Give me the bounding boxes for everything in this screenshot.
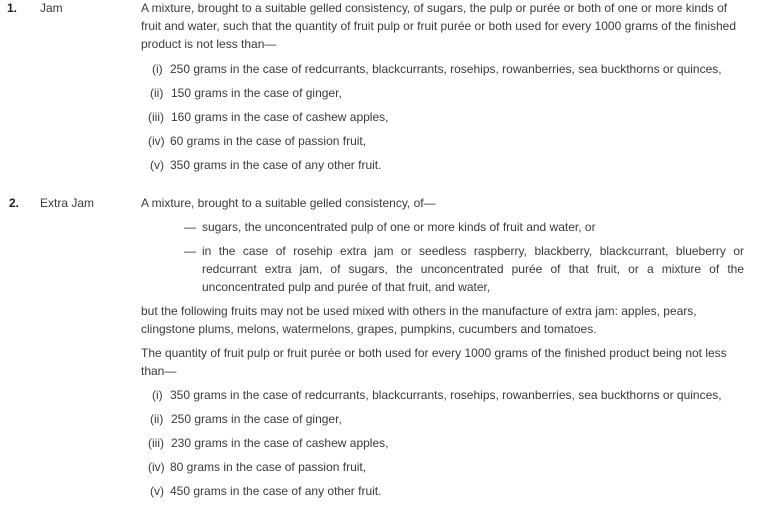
paragraph-line: than— xyxy=(141,364,177,378)
entry-term: Extra Jam xyxy=(40,196,95,210)
item-marker: (iv) xyxy=(148,134,165,148)
item-text: 350 grams in the case of any other fruit. xyxy=(170,158,382,172)
dash-item-text: in the case of rosehip extra jam or seedless raspberry, blackberry, blackcurrant, blueberry or redcurrant extra jam, of sugars, the unconcentrated purée of that fruit, or a mixture of the unconcentrated pulp and purée of that fruit, and water, xyxy=(202,244,744,294)
paragraph-line: clingstone plums, melons, watermelons, grapes, pumpkins, cucumbers and tomatoes. xyxy=(141,322,597,336)
definition-line: A mixture, brought to a suitable gelled consistency, of— xyxy=(141,196,436,210)
entry-number: 2. xyxy=(9,196,20,210)
item-text: 350 grams in the case of redcurrants, blackcurrants, rosehips, rowanberries, sea buckthorns or quinces, xyxy=(170,388,722,402)
definition-line: fruit and water, such that the quantity of fruit pulp or fruit purée or both used for every 1000 grams of the finished xyxy=(141,19,737,33)
item-text: 450 grams in the case of any other fruit. xyxy=(170,484,382,498)
item-marker: (i) xyxy=(152,388,163,402)
dash-marker: — xyxy=(184,220,196,234)
item-marker: (v) xyxy=(150,484,164,498)
item-marker: (ii) xyxy=(150,86,164,100)
item-marker: (ii) xyxy=(150,412,164,426)
item-marker: (v) xyxy=(150,158,164,172)
entry-term: Jam xyxy=(40,1,63,15)
definition-line: A mixture, brought to a suitable gelled consistency, of sugars, the pulp or purée or both of one or more kinds of xyxy=(141,1,728,15)
item-text: 150 grams in the case of ginger, xyxy=(171,86,342,100)
item-text: 250 grams in the case of ginger, xyxy=(171,412,342,426)
item-marker: (iii) xyxy=(148,110,164,124)
dash-marker: — xyxy=(184,244,196,258)
dash-item-text: sugars, the unconcentrated pulp of one or more kinds of fruit and water, or xyxy=(202,220,596,234)
item-marker: (iv) xyxy=(148,460,165,474)
entry-number: 1. xyxy=(7,1,18,15)
item-marker: (iii) xyxy=(148,436,164,450)
item-text: 60 grams in the case of passion fruit, xyxy=(170,134,367,148)
item-text: 160 grams in the case of cashew apples, xyxy=(171,110,389,124)
item-text: 80 grams in the case of passion fruit, xyxy=(170,460,367,474)
definition-line: product is not less than— xyxy=(141,37,277,51)
item-text: 250 grams in the case of redcurrants, blackcurrants, rosehips, rowanberries, sea buckthorns or quinces, xyxy=(170,62,722,76)
paragraph-line: but the following fruits may not be used mixed with others in the manufacture of extra jam: apples, pears, xyxy=(141,304,697,318)
paragraph-line: The quantity of fruit pulp or fruit purée or both used for every 1000 grams of the finished product being not less xyxy=(141,346,727,360)
item-marker: (i) xyxy=(152,62,163,76)
item-text: 230 grams in the case of cashew apples, xyxy=(171,436,389,450)
